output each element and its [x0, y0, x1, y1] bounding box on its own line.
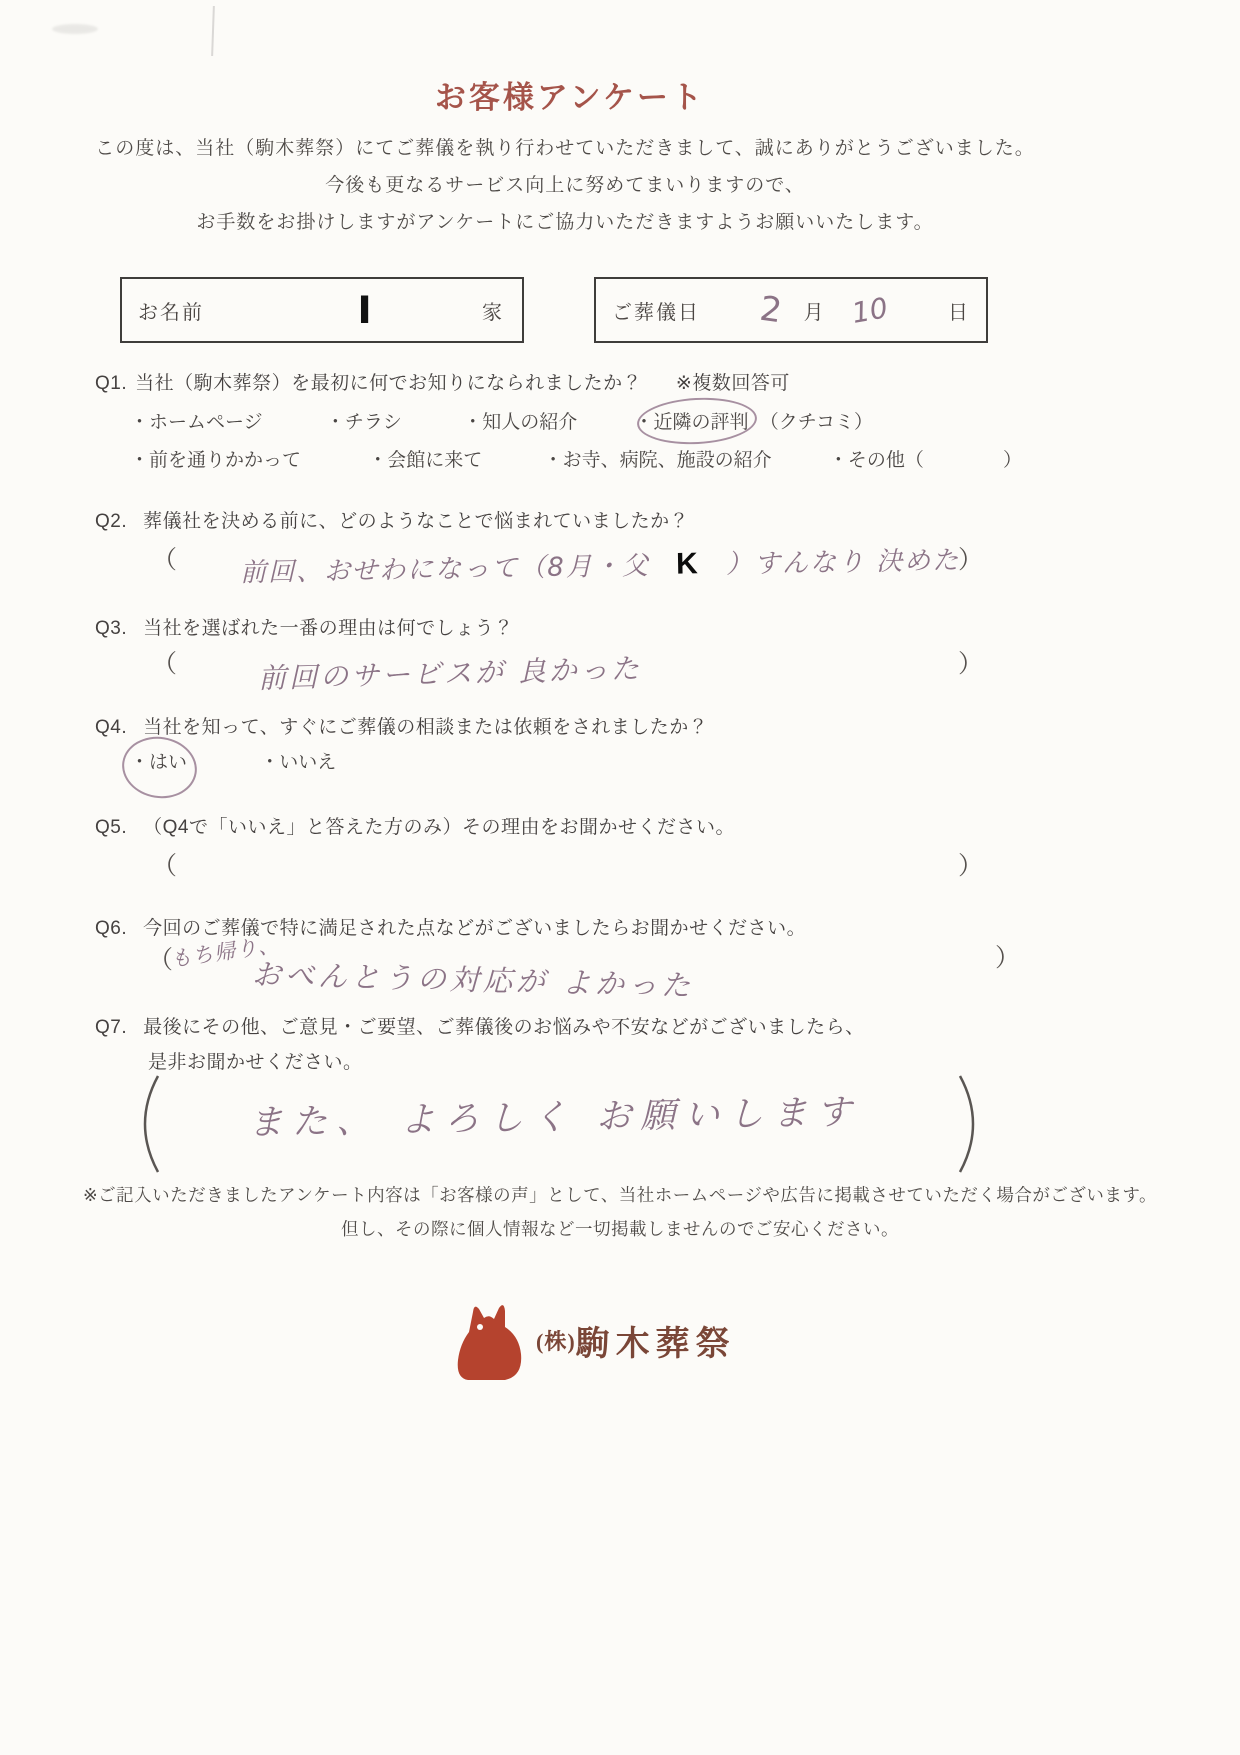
- company-logo-horse-icon: [452, 1296, 526, 1384]
- footer-note-line1: ※ご記入いただきましたアンケート内容は「お客様の声」として、当社ホームページや広告に掲載させていただく場合がございます。: [82, 1185, 1157, 1205]
- option-yes-selected: [130, 747, 187, 774]
- question-1-number: Q1.: [95, 373, 128, 394]
- intro-line-2: 今後も更なるサービス向上に努めてまいりますので、: [325, 175, 805, 196]
- question-2-number: Q2.: [95, 511, 128, 532]
- q3-handwritten-answer: 前回のサービスが 良かった: [257, 651, 643, 696]
- question-6-text: 今回のご葬儀で特に満足された点などがございましたらお聞かせください。: [143, 918, 807, 939]
- q7-close-paren-mark: [952, 1072, 992, 1176]
- q2-close-paren: ）: [958, 546, 984, 574]
- question-6-number: Q6.: [95, 918, 128, 939]
- name-label: お名前: [138, 301, 204, 324]
- option-reputation-kuchikomi: （クチコミ）: [759, 412, 874, 433]
- option-reputation: ・近隣の評判: [634, 412, 749, 433]
- q2-answer-redacted-initial: K: [675, 547, 700, 581]
- option-homepage: ・ホームページ: [130, 412, 263, 433]
- q2-handwritten-answer: [240, 540, 961, 590]
- question-3: [95, 613, 514, 640]
- q6-open-paren: （: [148, 946, 174, 974]
- funeral-month-unit: 月: [803, 301, 826, 324]
- q3-close-paren: ）: [958, 650, 984, 678]
- q6-handwritten-answer-line1: もち帰り、: [169, 932, 282, 972]
- question-3-number: Q3.: [95, 618, 128, 639]
- question-1-options-row1: [130, 407, 873, 434]
- option-other: ・その他（: [828, 450, 924, 471]
- funeral-day-unit: 日: [948, 301, 970, 324]
- q6-close-paren: ）: [995, 944, 1021, 972]
- question-6: [95, 913, 806, 940]
- option-passing-by: ・前を通りかかって: [130, 450, 302, 471]
- funeral-date-box: [594, 277, 988, 343]
- intro-line-1: この度は、当社（駒木葬祭）にてご葬儀を執り行わせていただきまして、誠にありがとうございました。: [95, 138, 1035, 159]
- scan-artifact: [211, 6, 215, 56]
- intro-line-3: お手数をお掛けしますがアンケートにご協力いただきますようお願いいたします。: [196, 212, 934, 233]
- q5-close-paren: ）: [958, 852, 984, 880]
- company-prefix: (株): [536, 1328, 576, 1354]
- intro-paragraph: [0, 130, 1130, 241]
- question-5-text: （Q4で「いいえ」と答えた方のみ）その理由をお聞かせください。: [143, 817, 735, 838]
- q7-open-paren-mark: [126, 1072, 166, 1176]
- q5-open-paren: （: [152, 852, 178, 880]
- option-flyer: ・チラシ: [325, 412, 402, 433]
- question-1-text: 当社（駒木葬祭）を最初に何でお知りになられましたか？: [135, 373, 643, 394]
- q2-answer-part2: ）すんなり 決めた: [725, 545, 961, 580]
- option-temple-hospital: ・お寺、病院、施設の紹介: [543, 450, 772, 471]
- funeral-day-value: 10: [849, 290, 890, 330]
- option-yes: ・はい: [130, 752, 188, 773]
- company-logo-text: [536, 1316, 736, 1365]
- question-7-text-line1: 最後にその他、ご意見・ご要望、ご葬儀後のお悩みや不安などがございましたら、: [143, 1017, 865, 1038]
- question-1: [95, 368, 790, 395]
- question-7: [95, 1012, 865, 1039]
- option-visited-hall: ・会館に来て: [368, 450, 483, 471]
- question-4-number: Q4.: [95, 717, 128, 738]
- question-1-note: ※複数回答可: [675, 373, 790, 394]
- question-3-text: 当社を選ばれた一番の理由は何でしょう？: [143, 618, 514, 639]
- q7-handwritten-answer: また、 よろしく お願いします: [247, 1092, 861, 1144]
- company-logo: [452, 1296, 736, 1384]
- funeral-month-value: 2: [757, 288, 785, 332]
- question-2: [95, 506, 689, 533]
- question-4-text: 当社を知って、すぐにご葬儀の相談または依頼をされましたか？: [143, 717, 709, 738]
- q2-open-paren: （: [152, 546, 178, 574]
- company-name: 駒木葬祭: [575, 1325, 736, 1363]
- name-field-box: [120, 277, 524, 343]
- funeral-date-label: ご葬儀日: [612, 301, 700, 324]
- q2-answer-part1: 前回、おせわになって（8月・父: [239, 551, 651, 589]
- q6-handwritten-answer-line2: おべんとうの対応が よかった: [251, 957, 695, 1003]
- question-7-number: Q7.: [95, 1017, 128, 1038]
- option-no: ・いいえ: [260, 752, 337, 773]
- page-title: お客様アンケート: [434, 80, 706, 115]
- question-5: [95, 812, 735, 839]
- option-referral: ・知人の紹介: [463, 412, 578, 433]
- footer-note-line2: 但し、その際に個人情報など一切掲載しませんのでご安心ください。: [341, 1219, 899, 1239]
- question-7-text-line2: 是非お聞かせください。: [148, 1052, 363, 1073]
- name-value-redacted: I: [357, 287, 372, 332]
- q3-open-paren: （: [152, 650, 178, 678]
- option-other-close-paren: ）: [1003, 450, 1023, 471]
- question-4: [95, 712, 708, 739]
- question-2-text: 葬儀社を決める前に、どのようなことで悩まれていましたか？: [143, 511, 690, 532]
- scan-artifact: [52, 24, 98, 34]
- question-1-options-row2: [130, 445, 924, 472]
- question-4-options: [130, 747, 336, 774]
- option-reputation-selected: [635, 407, 749, 434]
- name-suffix: 家: [482, 301, 504, 324]
- question-5-number: Q5.: [95, 817, 128, 838]
